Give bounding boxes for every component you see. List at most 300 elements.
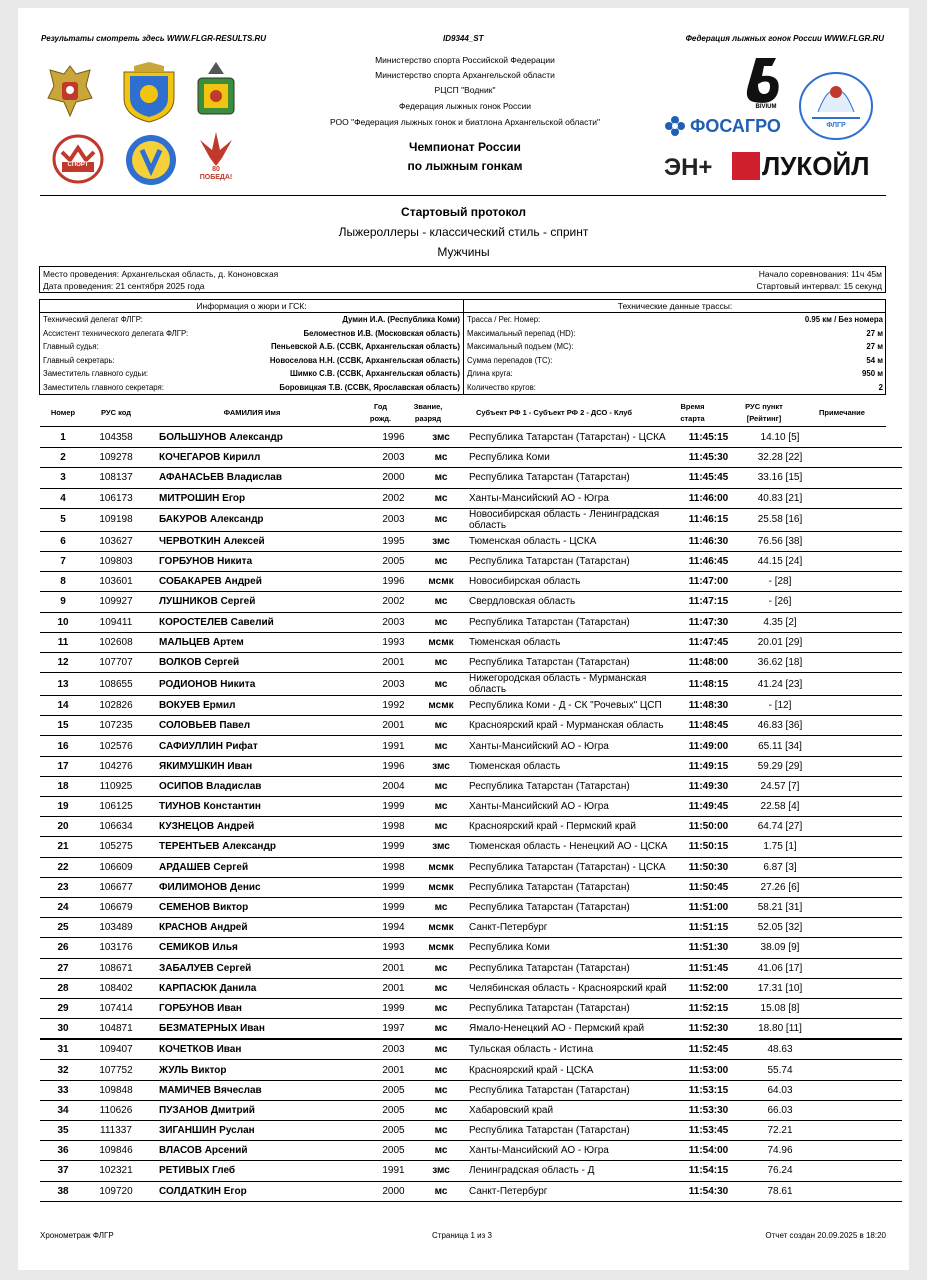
birth-year: 1999	[371, 998, 416, 1018]
table-row	[40, 1080, 902, 1100]
athlete-name: ФИЛИМОНОВ Денис	[146, 877, 371, 897]
start-number: 18	[40, 776, 86, 796]
region-club: Тюменская область - ЦСКА	[466, 531, 671, 551]
start-number: 36	[40, 1141, 86, 1161]
col-rank-2: разряд	[414, 414, 442, 423]
note-cell	[814, 632, 902, 652]
birth-year: 2003	[371, 612, 416, 632]
sport-rank: мс	[416, 468, 466, 488]
note-cell	[814, 468, 902, 488]
flgr-link[interactable]: Федерация лыжных гонок России WWW.FLGR.RU	[685, 34, 884, 43]
table-row	[40, 817, 902, 837]
note-cell	[814, 1161, 902, 1181]
note-cell	[814, 1019, 902, 1040]
birth-year: 1999	[371, 837, 416, 857]
note-cell	[814, 998, 902, 1018]
sport-rank: змс	[416, 1161, 466, 1181]
athlete-name: ЯКИМУШКИН Иван	[146, 756, 371, 776]
region-club: Ханты-Мансийский АО - Югра	[466, 488, 671, 508]
start-number: 8	[40, 572, 86, 592]
athlete-name: ПУЗАНОВ Дмитрий	[146, 1100, 371, 1120]
table-row	[40, 612, 902, 632]
athlete-name: КОЧЕТКОВ Иван	[146, 1039, 371, 1060]
region-club: Красноярский край - Пермский край	[466, 817, 671, 837]
rus-points: 72.21	[746, 1121, 814, 1141]
footer-left: Хронометраж ФЛГР	[40, 1231, 114, 1240]
birth-year: 1998	[371, 857, 416, 877]
rus-code: 108655	[86, 673, 146, 696]
region-club: Республика Татарстан (Татарстан)	[466, 1121, 671, 1141]
start-time: 11:49:45	[671, 797, 746, 817]
start-time: 11:48:15	[671, 673, 746, 696]
start-number: 15	[40, 716, 86, 736]
start-number: 12	[40, 652, 86, 672]
rus-points: 78.61	[746, 1181, 814, 1201]
rus-points: 33.16 [15]	[746, 468, 814, 488]
rus-points: 17.31 [10]	[746, 978, 814, 998]
col-rus: РУС код	[101, 408, 131, 417]
sport-rank: мс	[416, 776, 466, 796]
sport-rank: мс	[416, 488, 466, 508]
rus-code: 108137	[86, 468, 146, 488]
rus-points: 41.06 [17]	[746, 958, 814, 978]
lukoil-logo	[732, 150, 878, 184]
rus-points: 65.11 [34]	[746, 736, 814, 756]
start-time: 11:45:30	[671, 448, 746, 468]
region-club: Республика Коми	[466, 448, 671, 468]
rus-code: 104358	[86, 428, 146, 448]
en-plus-text: ЭН+	[664, 154, 713, 181]
start-time: 11:47:45	[671, 632, 746, 652]
rus-points: 48.63	[746, 1039, 814, 1060]
rus-points: 1.75 [1]	[746, 837, 814, 857]
sport-rank: мс	[416, 978, 466, 998]
rus-code: 103176	[86, 938, 146, 958]
birth-year: 2002	[371, 488, 416, 508]
rus-code: 107235	[86, 716, 146, 736]
start-time: 11:49:15	[671, 756, 746, 776]
sport-rank: мс	[416, 1080, 466, 1100]
athlete-name: СЕМЕНОВ Виктор	[146, 897, 371, 917]
region-club: Свердловская область	[466, 592, 671, 612]
note-cell	[814, 1060, 902, 1080]
rus-code: 102321	[86, 1161, 146, 1181]
table-row	[40, 428, 902, 448]
table-row	[40, 1181, 902, 1201]
rus-points: 24.57 [7]	[746, 776, 814, 796]
event-place: Место проведения: Архангельская область, д. Кононовская	[43, 269, 279, 279]
rus-code: 109278	[86, 448, 146, 468]
rus-code: 104276	[86, 756, 146, 776]
note-cell	[814, 572, 902, 592]
birth-year: 2002	[371, 592, 416, 612]
rus-points: 74.96	[746, 1141, 814, 1161]
sport-rank: мс	[416, 716, 466, 736]
col-pts-1: РУС пункт	[745, 402, 783, 411]
table-row	[40, 488, 902, 508]
rus-code: 107752	[86, 1060, 146, 1080]
note-cell	[814, 592, 902, 612]
athlete-name: СОЛДАТКИН Егор	[146, 1181, 371, 1201]
rus-code: 109846	[86, 1141, 146, 1161]
birth-year: 2001	[371, 652, 416, 672]
col-rank-1: Звание,	[413, 402, 443, 411]
phosagro-flower-icon	[664, 115, 686, 137]
start-time: 11:52:45	[671, 1039, 746, 1060]
sport-rank: мс	[416, 1121, 466, 1141]
birth-year: 1991	[371, 736, 416, 756]
start-time: 11:49:00	[671, 736, 746, 756]
athlete-name: ЗАБАЛУЕВ Сергей	[146, 958, 371, 978]
rus-code: 105275	[86, 837, 146, 857]
start-time: 11:51:15	[671, 918, 746, 938]
start-number: 31	[40, 1039, 86, 1060]
table-header-divider	[40, 426, 886, 427]
athlete-name: БЕЗМАТЕРНЫХ Иван	[146, 1019, 371, 1040]
region-club: Ямало-Ненецкий АО - Пермский край	[466, 1019, 671, 1040]
document-id: ID9344_ST	[443, 34, 484, 43]
start-time: 11:51:30	[671, 938, 746, 958]
start-time: 11:50:30	[671, 857, 746, 877]
birth-year: 2001	[371, 716, 416, 736]
athlete-name: СОБАКАРЕВ Андрей	[146, 572, 371, 592]
birth-year: 1996	[371, 572, 416, 592]
table-row	[40, 632, 902, 652]
rus-code: 104871	[86, 1019, 146, 1040]
start-time: 11:51:45	[671, 958, 746, 978]
rus-code: 110626	[86, 1100, 146, 1120]
event-start-time: Начало соревнования: 11ч 45м	[758, 269, 882, 279]
note-cell	[814, 488, 902, 508]
region-club: Республика Татарстан (Татарстан) - ЦСКА	[466, 857, 671, 877]
rus-points: 20.01 [29]	[746, 632, 814, 652]
birth-year: 2001	[371, 958, 416, 978]
start-number: 20	[40, 817, 86, 837]
athlete-name: ТЕРЕНТЬЕВ Александр	[146, 837, 371, 857]
region-club: Ленинградская область - Д	[466, 1161, 671, 1181]
category-title: Мужчины	[437, 245, 490, 259]
rus-points: 40.83 [21]	[746, 488, 814, 508]
birth-year: 1995	[371, 531, 416, 551]
start-time: 11:50:45	[671, 877, 746, 897]
note-cell	[814, 857, 902, 877]
flgr-text: ФЛГР	[826, 122, 846, 129]
rus-code: 106677	[86, 877, 146, 897]
start-number: 5	[40, 508, 86, 531]
start-number: 17	[40, 756, 86, 776]
birth-year: 2003	[371, 673, 416, 696]
sport-rank: мсмк	[416, 938, 466, 958]
championship-title-1: Чемпионат России	[409, 140, 521, 154]
table-row	[40, 468, 902, 488]
birth-year: 1998	[371, 817, 416, 837]
rus-points: 76.24	[746, 1161, 814, 1181]
region-club: Республика Татарстан (Татарстан)	[466, 877, 671, 897]
rus-code: 108402	[86, 978, 146, 998]
start-number: 34	[40, 1100, 86, 1120]
athlete-name: СЕМИКОВ Илья	[146, 938, 371, 958]
athlete-name: РОДИОНОВ Никита	[146, 673, 371, 696]
phosagro-text: ФОСАГРО	[690, 116, 781, 136]
jury-row: Заместитель главного секретаря: Боровицкая Т.В. (ССВК, Ярославская область)	[43, 382, 460, 392]
note-cell	[814, 817, 902, 837]
table-row	[40, 531, 902, 551]
rus-points: 25.58 [16]	[746, 508, 814, 531]
start-number: 37	[40, 1161, 86, 1181]
birth-year: 1996	[371, 428, 416, 448]
start-time: 11:47:00	[671, 572, 746, 592]
rus-code: 111337	[86, 1121, 146, 1141]
region-club: Нижегородская область - Мурманская область	[466, 673, 671, 696]
table-row	[40, 776, 902, 796]
victory-80-text: 80 ПОБЕДА!	[199, 166, 233, 181]
note-cell	[814, 716, 902, 736]
start-number: 38	[40, 1181, 86, 1201]
rus-points: 14.10 [5]	[746, 428, 814, 448]
track-row: Трасса / Рег. Номер: 0.95 км / Без номера	[467, 315, 883, 324]
rus-code: 109198	[86, 508, 146, 531]
rus-points: 58.21 [31]	[746, 897, 814, 917]
rus-code: 102576	[86, 736, 146, 756]
start-number: 35	[40, 1121, 86, 1141]
start-number: 11	[40, 632, 86, 652]
bivium-text: BIVIUM	[755, 104, 777, 110]
rus-points: 4.35 [2]	[746, 612, 814, 632]
jury-row: Главный секретарь: Новоселова Н.Н. (ССВК, Архангельская область)	[43, 355, 460, 365]
note-cell	[814, 797, 902, 817]
start-number: 22	[40, 857, 86, 877]
rus-points: - [28]	[746, 572, 814, 592]
athlete-name: ТИУНОВ Константин	[146, 797, 371, 817]
organizer-line-4: Федерация лыжных гонок России	[398, 101, 532, 111]
birth-year: 2001	[371, 1060, 416, 1080]
note-cell	[814, 508, 902, 531]
table-row	[40, 897, 902, 917]
athlete-name: ОСИПОВ Владислав	[146, 776, 371, 796]
col-no: Номер	[50, 408, 76, 417]
event-interval: Стартовый интервал: 15 секунд	[756, 281, 882, 291]
birth-year: 2005	[371, 1080, 416, 1100]
sport-rank: мсмк	[416, 632, 466, 652]
start-number: 23	[40, 877, 86, 897]
sport-rank: мсмк	[416, 696, 466, 716]
col-name: ФАМИЛИЯ Имя	[223, 408, 281, 417]
start-time: 11:48:00	[671, 652, 746, 672]
note-cell	[814, 1100, 902, 1120]
track-row: Максимальный перепад (HD): 27 м	[467, 328, 883, 338]
table-row	[40, 716, 902, 736]
region-club: Республика Татарстан (Татарстан)	[466, 897, 671, 917]
table-row	[40, 1161, 902, 1181]
start-time: 11:46:15	[671, 508, 746, 531]
region-club: Тюменская область	[466, 756, 671, 776]
birth-year: 1993	[371, 938, 416, 958]
sport-rank: мс	[416, 1060, 466, 1080]
rus-points: 55.74	[746, 1060, 814, 1080]
table-row	[40, 1060, 902, 1080]
rus-points: 44.15 [24]	[746, 551, 814, 571]
athlete-name: КАРПАСЮК Данила	[146, 978, 371, 998]
table-row	[40, 673, 902, 696]
rus-code: 106125	[86, 797, 146, 817]
rus-code: 103601	[86, 572, 146, 592]
athlete-name: ВОЛКОВ Сергей	[146, 652, 371, 672]
table-row	[40, 958, 902, 978]
start-time: 11:50:15	[671, 837, 746, 857]
footer-created: Отчет создан 20.09.2025 в 18:20	[765, 1231, 886, 1240]
athlete-name: БАКУРОВ Александр	[146, 508, 371, 531]
region-club: Ханты-Мансийский АО - Югра	[466, 736, 671, 756]
birth-year: 2005	[371, 551, 416, 571]
table-row	[40, 978, 902, 998]
note-cell	[814, 756, 902, 776]
table-header	[40, 398, 886, 426]
header-divider	[40, 195, 886, 196]
sport-rank: мс	[416, 1181, 466, 1201]
athlete-name: ЖУЛЬ Виктор	[146, 1060, 371, 1080]
jury-title: Информация о жюри и ГСК:	[40, 300, 463, 313]
table-row	[40, 1121, 902, 1141]
sport-rank: мс	[416, 897, 466, 917]
note-cell	[814, 897, 902, 917]
rus-points: - [12]	[746, 696, 814, 716]
sport-rank: мсмк	[416, 857, 466, 877]
start-time: 11:52:30	[671, 1019, 746, 1040]
sport-rank: мс	[416, 1100, 466, 1120]
rus-points: - [26]	[746, 592, 814, 612]
track-row: Длина круга: 950 м	[467, 369, 883, 378]
track-row: Количество кругов: 2	[467, 382, 883, 392]
sport-rank: мс	[416, 1141, 466, 1161]
sport-rank: мс	[416, 612, 466, 632]
start-number: 19	[40, 797, 86, 817]
track-row: Сумма перепадов (TC): 54 м	[467, 355, 883, 365]
start-time: 11:53:45	[671, 1121, 746, 1141]
rus-code: 109407	[86, 1039, 146, 1060]
rus-points: 38.09 [9]	[746, 938, 814, 958]
organizer-line-2: Министерство спорта Архангельской области	[375, 70, 555, 80]
note-cell	[814, 958, 902, 978]
sport-rank: мс	[416, 958, 466, 978]
sport-rank: змс	[416, 837, 466, 857]
start-number: 14	[40, 696, 86, 716]
note-cell	[814, 918, 902, 938]
organizer-line-3: РЦСП "Водник"	[434, 85, 496, 95]
start-number: 21	[40, 837, 86, 857]
note-cell	[814, 673, 902, 696]
start-time: 11:53:30	[671, 1100, 746, 1120]
athlete-name: САФИУЛЛИН Рифат	[146, 736, 371, 756]
birth-year: 2001	[371, 978, 416, 998]
start-number: 28	[40, 978, 86, 998]
sport-rank: мс	[416, 817, 466, 837]
birth-year: 1996	[371, 756, 416, 776]
region-club: Республика Коми - Д - СК "Рочевых" ЦСП	[466, 696, 671, 716]
region-club: Республика Татарстан (Татарстан)	[466, 652, 671, 672]
start-number: 6	[40, 531, 86, 551]
rus-code: 102608	[86, 632, 146, 652]
footer-page: Страница 1 из 3	[432, 1231, 492, 1240]
rus-points: 64.74 [27]	[746, 817, 814, 837]
track-row: Максимальный подъем (MC): 27 м	[467, 342, 883, 351]
region-club: Республика Татарстан (Татарстан)	[466, 958, 671, 978]
rus-code: 103489	[86, 918, 146, 938]
organizer-line-1: Министерство спорта Российской Федерации	[375, 55, 555, 65]
start-time: 11:49:30	[671, 776, 746, 796]
start-number: 24	[40, 897, 86, 917]
athlete-name: ГОРБУНОВ Иван	[146, 998, 371, 1018]
table-row	[40, 918, 902, 938]
bivium-logo-icon	[742, 56, 790, 112]
rus-code: 109411	[86, 612, 146, 632]
event-row-2	[40, 280, 885, 292]
sport-rank: мс	[416, 652, 466, 672]
birth-year: 1999	[371, 897, 416, 917]
start-number: 9	[40, 592, 86, 612]
table-row	[40, 736, 902, 756]
start-number: 25	[40, 918, 86, 938]
sport-rank: змс	[416, 756, 466, 776]
start-time: 11:45:15	[671, 428, 746, 448]
rus-code: 106173	[86, 488, 146, 508]
start-number: 33	[40, 1080, 86, 1100]
rus-code: 109720	[86, 1181, 146, 1201]
start-time: 11:46:45	[671, 551, 746, 571]
start-number: 3	[40, 468, 86, 488]
birth-year: 1994	[371, 918, 416, 938]
note-cell	[814, 428, 902, 448]
table-row	[40, 592, 902, 612]
athlete-name: АФАНАСЬЕВ Владислав	[146, 468, 371, 488]
table-row	[40, 1100, 902, 1120]
rus-points: 41.24 [23]	[746, 673, 814, 696]
birth-year: 2003	[371, 508, 416, 531]
start-list-table	[40, 428, 902, 1202]
rus-points: 6.87 [3]	[746, 857, 814, 877]
start-number: 7	[40, 551, 86, 571]
region-club: Республика Татарстан (Татарстан)	[466, 612, 671, 632]
russia-emblem-icon	[46, 62, 94, 118]
jury-row: Технический делегат ФЛГР: Думин И.А. (Республика Коми)	[43, 315, 460, 324]
sport-rank: мс	[416, 508, 466, 531]
start-number: 30	[40, 1019, 86, 1040]
region-club: Ханты-Мансийский АО - Югра	[466, 797, 671, 817]
table-row	[40, 837, 902, 857]
athlete-name: БОЛЬШУНОВ Александр	[146, 428, 371, 448]
rus-points: 52.05 [32]	[746, 918, 814, 938]
region-club: Республика Коми	[466, 938, 671, 958]
jury-list	[40, 313, 463, 394]
col-club: Субъект РФ 1 - Субъект РФ 2 - ДСО - Клуб	[475, 408, 633, 417]
start-time: 11:54:15	[671, 1161, 746, 1181]
birth-year: 2005	[371, 1100, 416, 1120]
start-number: 13	[40, 673, 86, 696]
rus-code: 107414	[86, 998, 146, 1018]
results-link[interactable]: Результаты смотреть здесь WWW.FLGR-RESULTS.RU	[41, 34, 267, 43]
start-time: 11:54:00	[671, 1141, 746, 1161]
athlete-name: СОЛОВЬЕВ Павел	[146, 716, 371, 736]
event-row-1	[40, 268, 885, 280]
birth-year: 2000	[371, 1181, 416, 1201]
note-cell	[814, 1121, 902, 1141]
col-year-1: Год	[373, 402, 388, 411]
table-row	[40, 857, 902, 877]
note-cell	[814, 1141, 902, 1161]
start-number: 2	[40, 448, 86, 468]
start-number: 32	[40, 1060, 86, 1080]
en-plus-logo	[664, 150, 734, 184]
lukoil-mark-icon	[732, 152, 760, 180]
